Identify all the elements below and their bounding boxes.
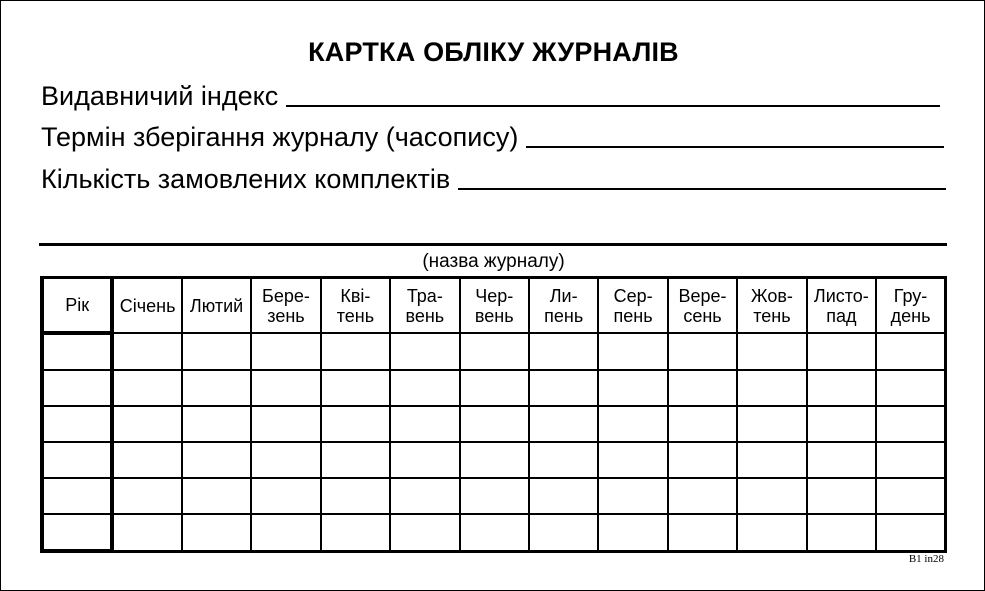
year-cell[interactable]	[42, 442, 112, 478]
column-header: Січень	[112, 278, 181, 334]
table-row	[42, 442, 946, 478]
month-cell[interactable]	[807, 406, 876, 442]
month-cell[interactable]	[182, 442, 251, 478]
storage-term-field	[41, 121, 944, 153]
ordered-sets-field	[41, 163, 946, 195]
month-cell[interactable]	[390, 514, 459, 551]
month-cell[interactable]	[112, 442, 181, 478]
month-cell[interactable]	[321, 406, 390, 442]
table-body	[42, 333, 946, 551]
month-cell[interactable]	[598, 406, 667, 442]
form-code: B1 in28	[908, 553, 944, 565]
month-cell[interactable]	[251, 333, 320, 370]
month-cell[interactable]	[182, 514, 251, 551]
month-cell[interactable]	[876, 406, 945, 442]
month-cell[interactable]	[529, 370, 598, 406]
month-cell[interactable]	[598, 514, 667, 551]
ordered-sets-label: Кількість замовлених комплектів	[41, 164, 451, 194]
ordered-sets-line[interactable]	[458, 187, 946, 190]
month-cell[interactable]	[668, 478, 737, 514]
month-cell[interactable]	[321, 370, 390, 406]
column-header: Лютий	[182, 278, 251, 334]
month-cell[interactable]	[460, 406, 529, 442]
table-row	[42, 333, 946, 370]
month-cell[interactable]	[321, 333, 390, 370]
month-cell[interactable]	[251, 478, 320, 514]
month-cell[interactable]	[112, 406, 181, 442]
month-cell[interactable]	[182, 478, 251, 514]
publication-index-field	[41, 80, 940, 112]
year-cell[interactable]	[42, 478, 112, 514]
column-header: Чер- вень	[460, 278, 529, 334]
month-cell[interactable]	[668, 406, 737, 442]
month-cell[interactable]	[182, 370, 251, 406]
month-cell[interactable]	[529, 514, 598, 551]
month-cell[interactable]	[598, 370, 667, 406]
column-header: Вере- сень	[668, 278, 737, 334]
year-cell[interactable]	[42, 406, 112, 442]
column-header: Рік	[42, 278, 112, 334]
month-cell[interactable]	[807, 442, 876, 478]
month-cell[interactable]	[251, 370, 320, 406]
month-cell[interactable]	[598, 478, 667, 514]
month-cell[interactable]	[390, 442, 459, 478]
month-cell[interactable]	[321, 442, 390, 478]
month-cell[interactable]	[460, 333, 529, 370]
month-cell[interactable]	[390, 406, 459, 442]
table-header-row	[42, 278, 946, 334]
month-cell[interactable]	[807, 333, 876, 370]
month-cell[interactable]	[112, 370, 181, 406]
year-cell[interactable]	[42, 514, 112, 551]
storage-term-line[interactable]	[526, 145, 944, 148]
month-cell[interactable]	[668, 370, 737, 406]
month-cell[interactable]	[876, 514, 945, 551]
month-cell[interactable]	[807, 370, 876, 406]
journal-name-line[interactable]	[39, 243, 947, 246]
publication-index-label: Видавничий індекс	[41, 81, 279, 111]
month-cell[interactable]	[668, 333, 737, 370]
month-cell[interactable]	[251, 514, 320, 551]
month-cell[interactable]	[251, 442, 320, 478]
month-cell[interactable]	[460, 478, 529, 514]
monthly-record-table	[40, 276, 947, 553]
card-title: КАРТКА ОБЛІКУ ЖУРНАЛІВ	[308, 37, 679, 67]
month-cell[interactable]	[460, 370, 529, 406]
column-header: Ли- пень	[529, 278, 598, 334]
month-cell[interactable]	[876, 333, 945, 370]
month-cell[interactable]	[460, 514, 529, 551]
column-header: Гру- день	[876, 278, 945, 334]
table-row	[42, 370, 946, 406]
month-cell[interactable]	[668, 514, 737, 551]
column-header: Кві- тень	[321, 278, 390, 334]
month-cell[interactable]	[529, 333, 598, 370]
month-cell[interactable]	[251, 406, 320, 442]
month-cell[interactable]	[598, 442, 667, 478]
year-cell[interactable]	[42, 370, 112, 406]
month-cell[interactable]	[390, 478, 459, 514]
month-cell[interactable]	[876, 442, 945, 478]
month-cell[interactable]	[807, 514, 876, 551]
month-cell[interactable]	[737, 478, 806, 514]
month-cell[interactable]	[737, 442, 806, 478]
column-header: Листо- пад	[807, 278, 876, 334]
month-cell[interactable]	[529, 406, 598, 442]
month-cell[interactable]	[876, 478, 945, 514]
month-cell[interactable]	[390, 333, 459, 370]
storage-term-label: Термін зберігання журналу (часопису)	[41, 122, 519, 152]
month-cell[interactable]	[390, 370, 459, 406]
month-cell[interactable]	[529, 478, 598, 514]
column-header: Сер- пень	[598, 278, 667, 334]
month-cell[interactable]	[668, 442, 737, 478]
table-row	[42, 478, 946, 514]
month-cell[interactable]	[737, 406, 806, 442]
column-header: Тра- вень	[390, 278, 459, 334]
month-cell[interactable]	[112, 514, 181, 551]
month-cell[interactable]	[737, 514, 806, 551]
month-cell[interactable]	[737, 333, 806, 370]
month-cell[interactable]	[807, 478, 876, 514]
month-cell[interactable]	[460, 442, 529, 478]
month-cell[interactable]	[321, 514, 390, 551]
month-cell[interactable]	[321, 478, 390, 514]
table-row	[42, 514, 946, 551]
month-cell[interactable]	[529, 442, 598, 478]
column-header: Бере- зень	[251, 278, 320, 334]
month-cell[interactable]	[876, 370, 945, 406]
month-cell[interactable]	[182, 333, 251, 370]
publication-index-line[interactable]	[286, 104, 940, 107]
month-cell[interactable]	[112, 333, 181, 370]
month-cell[interactable]	[598, 333, 667, 370]
column-header: Жов- тень	[737, 278, 806, 334]
table-row	[42, 406, 946, 442]
journal-name-caption: (назва журналу)	[422, 251, 565, 272]
month-cell[interactable]	[737, 370, 806, 406]
month-cell[interactable]	[112, 478, 181, 514]
year-cell[interactable]	[42, 333, 112, 370]
month-cell[interactable]	[182, 406, 251, 442]
